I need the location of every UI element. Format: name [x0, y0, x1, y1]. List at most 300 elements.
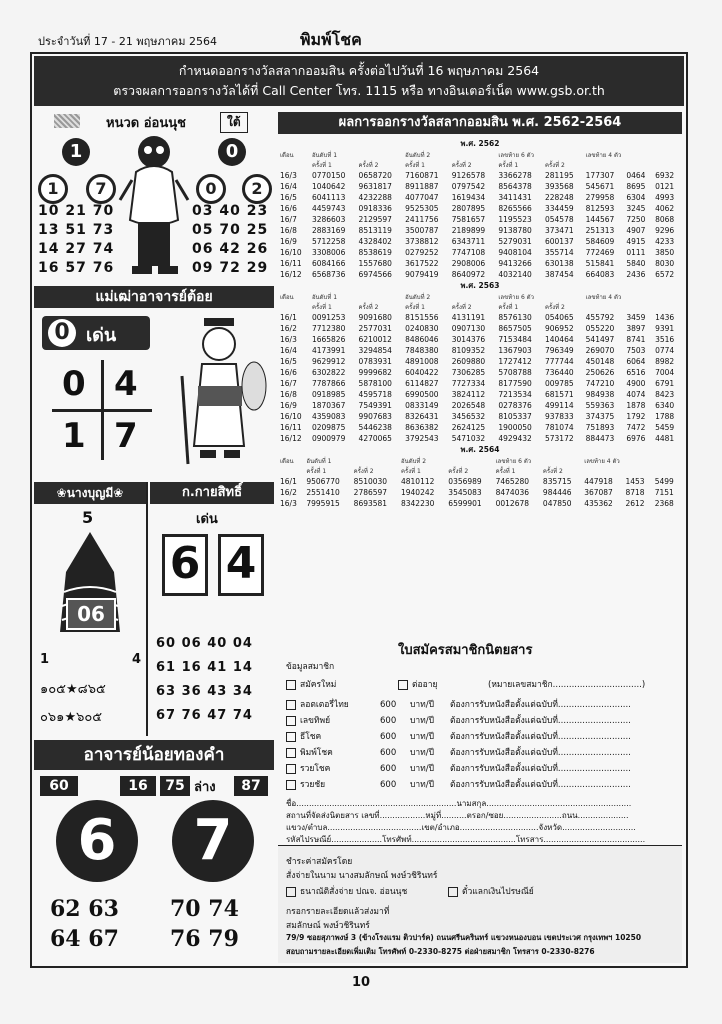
table-cell: 6343711 — [451, 237, 486, 246]
issue-date: ประจำวันที่ 17 - 21 พฤษภาคม 2564 — [38, 35, 218, 48]
payment-option-2[interactable] — [448, 884, 534, 898]
table-cell: 7848380 — [405, 346, 439, 355]
grid-bl: 1 — [62, 416, 86, 456]
table-cell: 1436 — [655, 313, 675, 322]
table-cell: 9413266 — [498, 259, 532, 268]
table-cell: 747210 — [585, 379, 615, 388]
sub-header — [623, 466, 652, 476]
table-cell: 1195523 — [498, 215, 532, 224]
table-cell: 0121 — [655, 182, 675, 191]
boon-badge: 06 — [66, 598, 116, 630]
column-header: อันดับที่ 1 — [306, 458, 332, 465]
banner-line-1: กำหนดออกรางวัลสลากออมสิน ครั้งต่อไปวันที่ 16 พฤษภาคม 2564 — [178, 63, 540, 78]
table-cell: 6599901 — [448, 499, 482, 508]
column-header: อันดับที่ 2 — [400, 458, 427, 465]
table-cell: 4993 — [655, 193, 675, 202]
mouse-label: หนวด อ่อนนุช — [106, 116, 186, 131]
table-cell: 573172 — [544, 434, 574, 443]
table-cell: 3456532 — [451, 412, 486, 421]
table-cell: 8538619 — [358, 248, 392, 257]
right-row-2: 05 70 25 — [192, 222, 269, 238]
table-cell: 3294854 — [358, 346, 392, 355]
table-cell: 2551410 — [306, 488, 340, 497]
noi-n2: 16 — [120, 776, 156, 796]
table-cell: 4915 — [626, 237, 646, 246]
magazine-name: รวยโชค — [300, 764, 331, 774]
table-cell: 5878100 — [358, 379, 392, 388]
table-cell: 3738812 — [405, 237, 439, 246]
table-cell: 7472 — [626, 423, 646, 432]
table-cell: 0774 — [655, 346, 675, 355]
table-cell: 835715 — [542, 477, 572, 486]
table-cell: 906952 — [544, 324, 574, 333]
table-cell: 4233 — [655, 237, 675, 246]
checkbox-icon[interactable] — [286, 764, 296, 774]
table-cell: 541497 — [585, 335, 615, 344]
table-cell: 9631817 — [358, 182, 392, 191]
table-cell: 144567 — [585, 215, 615, 224]
table-cell: 279958 — [585, 193, 615, 202]
table-row — [278, 236, 682, 247]
table-cell: 2411756 — [405, 215, 439, 224]
table-cell: 4131191 — [451, 313, 486, 322]
table-row — [278, 323, 682, 334]
sub-header: ครั้งที่ 2 — [544, 162, 565, 169]
table-cell: 16/4 — [280, 346, 297, 355]
sub-header: ครั้งที่ 1 — [405, 162, 426, 169]
kakasit-row-4: 67 76 47 74 — [156, 708, 253, 723]
table-row — [278, 214, 682, 225]
table-row — [278, 225, 682, 236]
table-cell: 984938 — [585, 390, 615, 399]
table-cell: 8326431 — [405, 412, 439, 421]
table-cell: 0907130 — [451, 324, 486, 333]
boon-side-right: 4 — [132, 652, 142, 667]
noi-left-numbers — [50, 894, 119, 954]
pay-opt1-label: ธนาณัติสั่งจ่าย ปณจ. อ่อนนุช — [300, 887, 408, 897]
sub-header: ครั้งที่ 2 — [358, 162, 379, 169]
table-row — [278, 247, 682, 258]
noi-right-numbers — [170, 894, 239, 954]
table-cell: 8718 — [625, 488, 645, 497]
table-cell: 812593 — [585, 204, 615, 213]
start-issue-note: ต้องการรับหนังสือตั้งแต่ฉบับที่........................... — [450, 748, 631, 758]
table-cell: 1878 — [626, 401, 646, 410]
price-unit: บาท/ปี — [410, 700, 435, 710]
sub-header — [584, 160, 625, 170]
pattern-box — [54, 114, 80, 128]
table-cell: 9126578 — [451, 171, 486, 180]
table-cell: 6976 — [626, 434, 646, 443]
table-row — [278, 498, 682, 509]
ring-digit-2: 7 — [86, 174, 116, 204]
table-cell: 3617522 — [405, 259, 439, 268]
table-cell: 6568736 — [311, 270, 346, 279]
table-cell: 6932 — [655, 171, 675, 180]
table-cell: 054578 — [544, 215, 574, 224]
table-cell: 6040422 — [405, 368, 439, 377]
page-number: 10 — [352, 975, 371, 990]
table-cell: 8068 — [655, 215, 675, 224]
table-cell: 8695 — [626, 182, 646, 191]
table-cell: 4032140 — [498, 270, 532, 279]
table-cell: 4595718 — [358, 390, 392, 399]
table-cell: 0833149 — [405, 401, 439, 410]
table-cell: 16/3 — [280, 171, 297, 180]
noi-row-4: 76 79 — [170, 926, 239, 952]
sub-header: ครั้งที่ 1 — [311, 304, 332, 311]
checkbox-icon[interactable] — [286, 732, 296, 742]
table-row — [278, 476, 682, 487]
table-cell: 0278376 — [498, 401, 532, 410]
column-header: เลขท้าย 4 ตัว — [584, 458, 620, 465]
table-cell: 250626 — [585, 368, 615, 377]
table-cell: 16/3 — [280, 499, 297, 508]
ring-digit-1: 1 — [38, 174, 68, 204]
noi-row-1: 62 63 — [50, 896, 119, 922]
payment-option-1[interactable] — [286, 884, 407, 898]
noi-n3: 75 — [160, 776, 190, 796]
table-cell: 3500787 — [405, 226, 439, 235]
column-header: อันดับที่ 1 — [311, 152, 338, 159]
table-cell: 3516 — [655, 335, 675, 344]
table-cell: 8474036 — [495, 488, 530, 497]
table-cell: 435362 — [584, 499, 613, 508]
table-cell: 9629912 — [311, 357, 346, 366]
right-row-1: 03 40 23 — [192, 203, 269, 219]
table-row — [278, 433, 682, 444]
table-cell: 3897 — [626, 324, 646, 333]
year-heading: พ.ศ. 2562 — [460, 139, 500, 148]
table-row — [278, 334, 682, 345]
checkbox-icon[interactable] — [286, 748, 296, 758]
subscription-item[interactable] — [286, 745, 631, 759]
table-cell: 9506770 — [306, 477, 340, 486]
table-cell: 355714 — [544, 248, 574, 257]
table-cell: 9296 — [655, 226, 675, 235]
table-cell: 3792543 — [405, 434, 439, 443]
table-cell: 4459743 — [311, 204, 346, 213]
table-cell: 251313 — [585, 226, 615, 235]
table-cell: 8105337 — [498, 412, 532, 421]
table-cell: 3459 — [626, 313, 646, 322]
address-field[interactable]: รหัสไปรษณีย์....................โทรศัพท์.........................................โทรสาร........................................ — [286, 835, 646, 844]
table-row — [278, 378, 682, 389]
table-cell: 16/8 — [280, 226, 297, 235]
price: 600 — [380, 764, 397, 774]
table-cell: 7995915 — [306, 499, 340, 508]
table-cell: 8151556 — [405, 313, 439, 322]
table-cell: 1040642 — [311, 182, 346, 191]
banner-line-2: ตรวจผลการออกรางวัลได้ที่ Call Center โทร. 1115 หรือ ทางอินเตอร์เน็ต www.gsb.or.th — [113, 83, 605, 98]
table-cell: 664083 — [585, 270, 615, 279]
table-cell: 2189899 — [451, 226, 486, 235]
sub-header: ครั้งที่ 1 — [495, 468, 516, 475]
price-unit: บาท/ปี — [410, 780, 435, 790]
kakasit-row-3: 63 36 43 34 — [156, 684, 253, 699]
table-cell: 228248 — [544, 193, 574, 202]
table-cell: 3366278 — [498, 171, 532, 180]
table-cell: 047850 — [542, 499, 572, 508]
kakasit-row-2: 61 16 41 14 — [156, 660, 253, 675]
table-cell: 1727412 — [498, 357, 532, 366]
noi-mid: ล่าง — [194, 780, 216, 795]
table-cell: 7787866 — [311, 379, 346, 388]
table-cell: 777744 — [544, 357, 574, 366]
table-cell: 1557680 — [358, 259, 392, 268]
table-cell: 16/7 — [280, 379, 297, 388]
table-cell: 6064 — [626, 357, 646, 366]
results-table — [278, 444, 682, 509]
membership-form — [278, 639, 682, 962]
grid-tr: 4 — [114, 364, 138, 404]
column-header: เลขท้าย 6 ตัว — [498, 152, 534, 159]
table-cell: 393568 — [544, 182, 574, 191]
table-cell: 8576130 — [498, 313, 532, 322]
kakasit-grid — [156, 632, 253, 728]
member-number: (หมายเลขสมาชิก.................................) — [488, 680, 646, 690]
table-cell: 455792 — [585, 313, 615, 322]
table-cell: 9138780 — [498, 226, 532, 235]
table-cell: 0279252 — [405, 248, 439, 257]
table-cell: 1792 — [626, 412, 646, 421]
price: 600 — [380, 748, 397, 758]
table-cell: 4900 — [626, 379, 646, 388]
table-cell: 5471032 — [451, 434, 486, 443]
table-cell: 8564378 — [498, 182, 532, 191]
table-cell: 8109352 — [451, 346, 486, 355]
checkbox-icon[interactable] — [286, 887, 296, 897]
table-row — [278, 203, 682, 214]
subscription-item[interactable] — [286, 761, 631, 775]
table-cell: 9525305 — [405, 204, 439, 213]
cartoon-mouse-figure — [118, 130, 190, 280]
checkbox-icon[interactable] — [286, 780, 296, 790]
table-row — [278, 356, 682, 367]
table-cell: 8513119 — [358, 226, 392, 235]
table-cell: 9907683 — [358, 412, 392, 421]
magazine-name: เลขทิพย์ — [300, 716, 331, 726]
table-cell: 16/11 — [280, 259, 302, 268]
table-cell: 8741 — [626, 335, 646, 344]
table-cell: 2026548 — [451, 401, 486, 410]
checkbox-icon[interactable] — [286, 716, 296, 726]
table-cell: 3286603 — [311, 215, 346, 224]
table-cell: 5712258 — [311, 237, 346, 246]
table-cell: 6340 — [655, 401, 675, 410]
table-cell: 0797542 — [451, 182, 486, 191]
table-cell: 1940242 — [400, 488, 435, 497]
table-cell: 2908006 — [451, 259, 486, 268]
lead-digit: 0 — [48, 319, 76, 347]
kakasit-row-1: 60 06 40 04 — [156, 636, 253, 651]
table-cell: 559363 — [585, 401, 615, 410]
column-header: เดือน — [280, 294, 294, 301]
table-cell: 7160871 — [405, 171, 439, 180]
sub-header — [278, 302, 310, 312]
table-cell: 334459 — [544, 204, 574, 213]
mouse-tag: ใต้ — [220, 112, 248, 133]
table-cell: 6114827 — [405, 379, 439, 388]
noi-big-1: 6 — [56, 800, 138, 882]
noi-row-3: 70 74 — [170, 896, 239, 922]
sub-header: ครั้งที่ 1 — [405, 304, 426, 311]
sub-header: ครั้งที่ 1 — [306, 468, 327, 475]
table-cell: 545671 — [585, 182, 615, 191]
table-cell: 499114 — [544, 401, 574, 410]
column-header: อันดับที่ 1 — [311, 294, 338, 301]
results-table — [278, 280, 682, 444]
table-cell: 4232288 — [358, 193, 392, 202]
table-cell: 7503 — [626, 346, 646, 355]
noi-section — [34, 774, 274, 960]
table-cell: 0918985 — [311, 390, 346, 399]
table-cell: 984446 — [542, 488, 572, 497]
sub-header: ครั้งที่ 1 — [498, 162, 519, 169]
magazine-name: ธีโชค — [300, 732, 322, 742]
table-cell: 6572 — [655, 270, 675, 279]
checkbox-icon[interactable] — [398, 680, 408, 690]
table-cell: 5708788 — [498, 368, 532, 377]
table-cell: 8911887 — [405, 182, 439, 191]
year-heading: พ.ศ. 2563 — [460, 281, 500, 290]
table-cell: 9408104 — [498, 248, 532, 257]
contact-phone: สอบถามรายละเอียดเพิ่มเติม โทรศัพท์ 0-2330-8275 ต่อฝ่ายสมาชิก โทรสาร 0-2330-8276 — [286, 947, 595, 956]
table-cell: 387454 — [544, 270, 574, 279]
page-frame — [30, 52, 688, 968]
table-cell: 6516 — [626, 368, 646, 377]
table-cell: 4077047 — [405, 193, 439, 202]
table-cell: 4810112 — [400, 477, 435, 486]
kakasit-digit-1: 6 — [162, 534, 208, 596]
price: 600 — [380, 732, 397, 742]
right-row-3: 06 42 26 — [192, 241, 269, 257]
table-row — [278, 487, 682, 498]
table-cell: 1900050 — [498, 423, 532, 432]
table-cell: 796349 — [544, 346, 574, 355]
table-cell: 7581657 — [451, 215, 486, 224]
subscription-item[interactable] — [286, 777, 631, 791]
table-cell: 2807895 — [451, 204, 486, 213]
kakasit-lead: เด่น — [196, 512, 218, 527]
top-left-digit: 1 — [62, 138, 90, 166]
subscription-item[interactable] — [286, 729, 631, 743]
table-cell: 681571 — [544, 390, 574, 399]
checkbox-icon[interactable] — [448, 887, 458, 897]
mouse-section — [34, 112, 274, 282]
subscription-item[interactable] — [286, 697, 631, 711]
address-field[interactable]: แขวง/ตำบล.....................................เขต/อำเภอ...............................จังหวัด............................. — [286, 823, 636, 832]
price: 600 — [380, 700, 397, 710]
table-cell: 4270065 — [358, 434, 392, 443]
price-unit: บาท/ปี — [410, 732, 435, 742]
table-cell: 5446238 — [358, 423, 392, 432]
table-row — [278, 345, 682, 356]
new-member-option[interactable] — [286, 677, 336, 691]
send-to-line-1: กรอกรายละเอียดแล้วส่งมาที่ — [286, 907, 390, 917]
table-cell: 1619434 — [451, 193, 486, 202]
address-field[interactable]: ชื่อ...............................................................นามสกุล......................................................... — [286, 799, 632, 808]
left-column — [34, 112, 274, 962]
table-cell: 16/6 — [280, 368, 297, 377]
table-cell: 1453 — [625, 477, 645, 486]
table-cell: 374375 — [585, 412, 615, 421]
table-row — [278, 367, 682, 378]
table-row — [278, 181, 682, 192]
sub-header: ครั้งที่ 1 — [400, 468, 421, 475]
checkbox-icon[interactable] — [286, 700, 296, 710]
table-cell: 0900979 — [311, 434, 346, 443]
renew-option[interactable] — [398, 677, 437, 691]
grid-br: 7 — [114, 416, 138, 456]
column-header: เลขท้าย 4 ตัว — [585, 294, 622, 301]
old-woman-illustration — [174, 316, 268, 468]
start-issue-note: ต้องการรับหนังสือตั้งแต่ฉบับที่........................... — [450, 732, 631, 742]
table-cell: 373471 — [544, 226, 574, 235]
table-cell: 8657505 — [498, 324, 532, 333]
table-cell: 5279031 — [498, 237, 532, 246]
table-cell: 2577031 — [358, 324, 392, 333]
payment-recipient: สั่งจ่ายในนาม นางสมลักษณ์ พงษ์วชิรินทร์ — [286, 871, 438, 881]
start-issue-note: ต้องการรับหนังสือตั้งแต่ฉบับที่........................... — [450, 764, 631, 774]
table-row — [278, 389, 682, 400]
table-row — [278, 258, 682, 269]
table-cell: 16/6 — [280, 204, 297, 213]
top-right-digit: 0 — [218, 138, 246, 166]
table-cell: 2436 — [626, 270, 646, 279]
table-cell: 0464 — [626, 171, 646, 180]
table-cell: 781074 — [544, 423, 574, 432]
mouse-left-numbers — [38, 202, 114, 278]
checkbox-icon[interactable] — [286, 680, 296, 690]
table-cell: 009785 — [544, 379, 574, 388]
new-member-label: สมัครใหม่ — [300, 680, 337, 690]
table-cell: 16/10 — [280, 248, 302, 257]
column-header: อันดับที่ 2 — [405, 294, 431, 301]
table-cell: 0240830 — [405, 324, 439, 333]
table-cell: 584609 — [585, 237, 615, 246]
table-cell: 4074 — [626, 390, 646, 399]
table-cell: 9091680 — [358, 313, 392, 322]
table-cell: 16/11 — [280, 423, 302, 432]
table-cell: 751893 — [585, 423, 615, 432]
left-row-3: 14 27 74 — [38, 241, 115, 257]
noi-n1: 60 — [40, 776, 78, 796]
sub-header: ครั้งที่ 2 — [353, 468, 374, 475]
table-cell: 9391 — [655, 324, 675, 333]
kakasit-digit-2: 4 — [218, 534, 264, 596]
grid-tl: 0 — [62, 364, 86, 404]
table-cell: 8982 — [655, 357, 675, 366]
price: 600 — [380, 716, 397, 726]
table-row — [278, 312, 682, 323]
price: 600 — [380, 780, 397, 790]
left-row-1: 10 21 70 — [38, 203, 115, 219]
table-row — [278, 411, 682, 422]
subscription-item[interactable] — [286, 713, 631, 727]
table-cell: 6990500 — [405, 390, 439, 399]
table-cell: 7151 — [654, 488, 674, 497]
table-cell: 2786597 — [353, 488, 388, 497]
address-field[interactable]: สถานที่จัดส่งนิตยสาร เลขที่..................หมู่ที่..........ตรอก/ซอย.......................ถนน.................... — [286, 811, 629, 820]
toy-title: แม่เฒ่าอาจารย์ต้อย — [34, 286, 274, 308]
table-cell: 4328402 — [358, 237, 392, 246]
year-heading: พ.ศ. 2564 — [460, 445, 500, 454]
announcement-banner — [34, 56, 684, 106]
table-cell: 9999682 — [358, 368, 392, 377]
table-cell: 281195 — [544, 171, 574, 180]
table-cell: 6084166 — [311, 259, 346, 268]
